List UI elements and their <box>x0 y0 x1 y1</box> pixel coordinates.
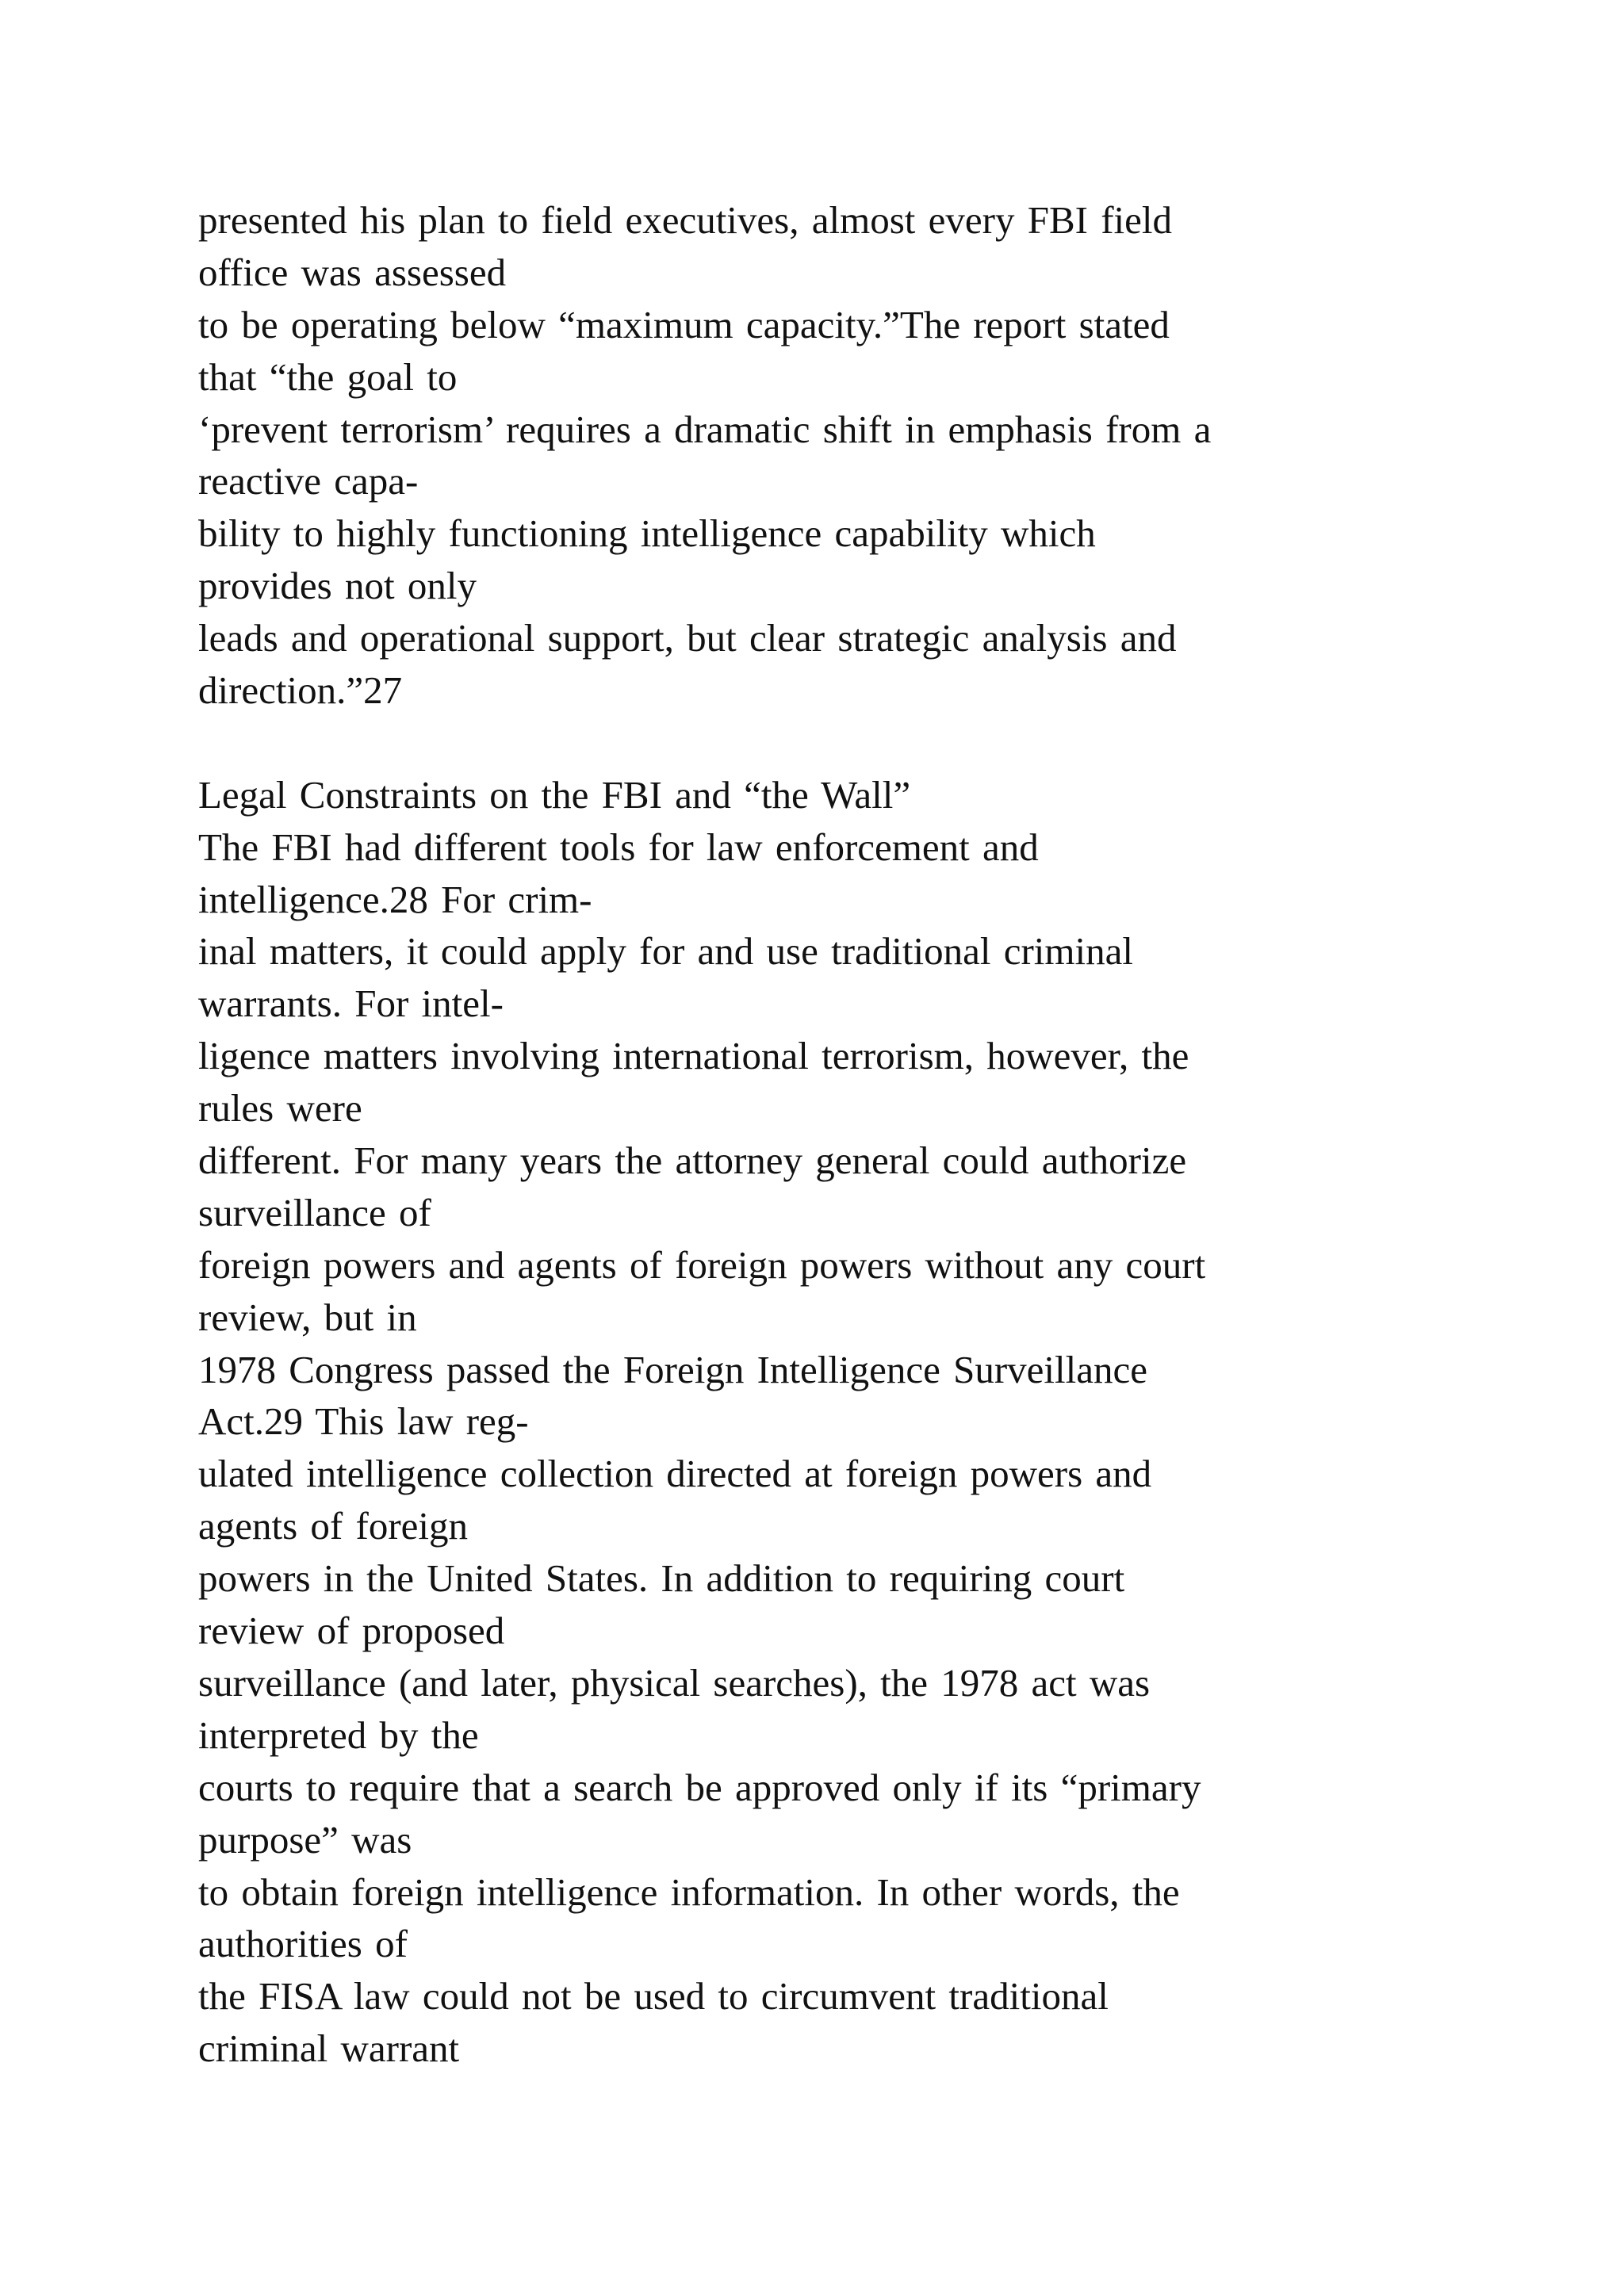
text-line: rules were <box>198 1086 362 1131</box>
text-line: 1978 Congress passed the Foreign Intelligence Surveillance <box>198 1347 1147 1391</box>
text-line: leads and operational support, but clear strategic analysis and <box>198 616 1177 660</box>
text-line: reactive capa- <box>198 459 419 503</box>
text-line: Act.29 This law reg- <box>198 1399 529 1444</box>
text-line: courts to require that a search be approved only if its “primary <box>198 1765 1201 1809</box>
text-line: purpose” was <box>198 1817 412 1862</box>
text-line: surveillance (and later, physical searches), the 1978 act was <box>198 1660 1151 1705</box>
text-line: direction.”27 <box>198 668 403 713</box>
text-line: warrants. For intel- <box>198 982 504 1026</box>
section-heading: Legal Constraints on the FBI and “the Wall” <box>198 772 911 817</box>
text-line: presented his plan to field executives, almost every FBI field <box>198 198 1173 242</box>
text-line: ulated intelligence collection directed at foreign powers and <box>198 1452 1152 1496</box>
text-line: different. For many years the attorney general could authorize <box>198 1138 1187 1183</box>
text-line: that “the goal to <box>198 354 458 399</box>
text-line: surveillance of <box>198 1190 431 1234</box>
document-body <box>198 194 1546 2075</box>
text-line: review of proposed <box>198 1609 505 1653</box>
text-line: to be operating below “maximum capacity.”The report stated <box>198 302 1170 346</box>
text-line: foreign powers and agents of foreign powers without any court <box>198 1242 1206 1287</box>
text-line: to obtain foreign intelligence information. In other words, the <box>198 1869 1180 1914</box>
text-line: The FBI had different tools for law enforcement and <box>198 825 1039 869</box>
text-line: ‘prevent terrorism’ requires a dramatic shift in emphasis from a <box>198 407 1212 451</box>
text-line: the FISA law could not be used to circumvent traditional <box>198 1974 1109 2019</box>
text-line: bility to highly functioning intelligence capability which <box>198 511 1096 556</box>
text-line: inal matters, it could apply for and use traditional criminal <box>198 929 1134 974</box>
text-line: criminal warrant <box>198 2026 460 2071</box>
text-line: powers in the United States. In addition to requiring court <box>198 1556 1125 1601</box>
paragraph-fbi-plan <box>198 194 1546 717</box>
text-line: interpreted by the <box>198 1712 479 1757</box>
text-line: review, but in <box>198 1295 417 1339</box>
text-line: ligence matters involving international terrorism, however, the <box>198 1034 1189 1078</box>
text-line: agents of foreign <box>198 1504 468 1548</box>
text-line: office was assessed <box>198 250 507 294</box>
text-line: provides not only <box>198 564 477 608</box>
text-line: authorities of <box>198 1922 408 1966</box>
paragraph-spacer <box>198 717 1546 769</box>
text-line: intelligence.28 For crim- <box>198 877 592 921</box>
paragraph-legal-constraints <box>198 821 1546 2075</box>
